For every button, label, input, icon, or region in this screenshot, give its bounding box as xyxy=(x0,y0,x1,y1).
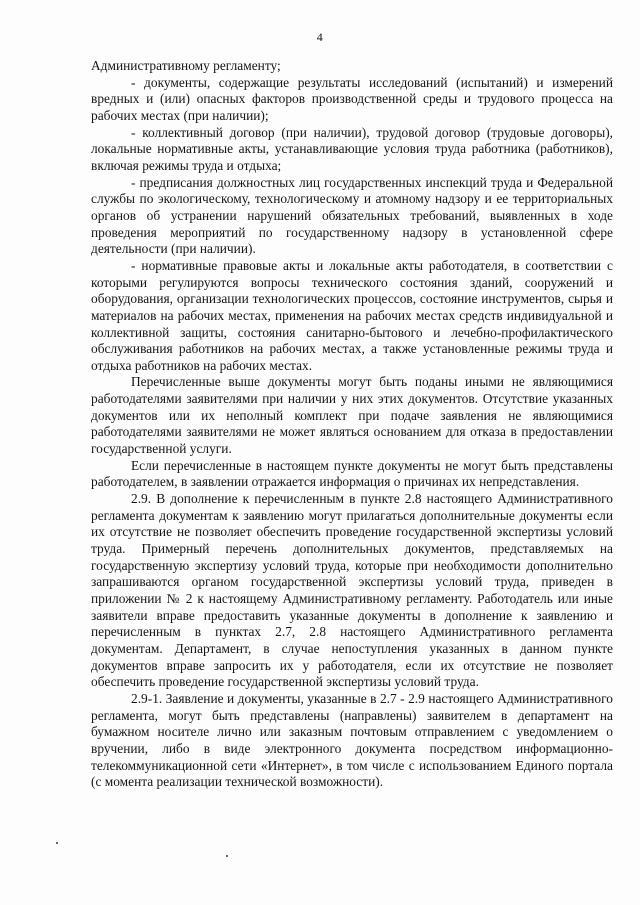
paragraph-inspection-orders: - предписания должностных лиц государственных инспекций труда и Федеральной службы по экологическому, технологическому и атомному надзору и ее территориальных органов об устранении нарушений обязательных требований, выявленных в ходе проведения мероприятий по государственному надзору в установленной сфере деятельности (при наличии). xyxy=(91,174,613,257)
paragraph-other-applicants: Перечисленные выше документы могут быть поданы иными не являющимися работодателями заявителями при наличии у них этих документов. Отсутствие указанных документов или их неполный комплект при подаче заявления не являющимися работодателями заявителями не может являться основанием для отказа в предоставлении государственной услуги. xyxy=(91,374,613,457)
document-body xyxy=(91,58,613,791)
paragraph-non-submission: Если перечисленные в настоящем пункте документы не могут быть представлены работодателем, в заявлении отражается информация о причинах их непредставления. xyxy=(91,457,613,490)
paragraph-section-2-9-1: 2.9-1. Заявление и документы, указанные в 2.7 - 2.9 настоящего Административного регламента, могут быть представлены (направлены) заявителем в департамент на бумажном носителе лично или заказным почтовым отправлением с уведомлением о вручении, либо в виде электронного документа посредством информационно-телекоммуникационной сети «Интернет», в том числе с использованием Единого портала (с момента реализации технической возможности). xyxy=(91,690,613,790)
paragraph-section-2-9: 2.9. В дополнение к перечисленным в пункте 2.8 настоящего Административного регламента документам к заявлению могут прилагаться дополнительные документы если их отсутствие не позволяет обеспечить проведение государственной экспертизы условий труда. Примерный перечень дополнительных документов, представляемых на государственную экспертизу условий труда, которые при необходимости дополнительно запрашиваются органом государственной экспертизы условий труда, приведен в приложении № 2 к настоящему Административному регламенту. Работодатель или иные заявители вправе предоставить указанные документы в дополнение к заявлению и перечисленным в пунктах 2.7, 2.8 настоящего Административного регламента документам. Департамент, в случае непоступления указанных в данном пункте документов вправе запросить их у работодателя, если их отсутствие не позволяет обеспечить проведение государственной экспертизы условий труда. xyxy=(91,491,613,690)
page-number: 4 xyxy=(316,30,324,44)
scan-speck xyxy=(56,842,58,844)
paragraph-collective-agreement: - коллективный договор (при наличии), трудовой договор (трудовые договоры), локальные нормативные акты, устанавливающие условия труда работника (работников), включая режимы труда и отдыха; xyxy=(91,124,613,173)
paragraph-regulatory-acts: - нормативные правовые акты и локальные акты работодателя, в соответствии с которыми регулируются вопросы технического состояния зданий, сооружений и оборудования, организации технологических процессов, состояние инструментов, сырья и материалов на рабочих местах, применения на рабочих местах средств индивидуальной и коллективной защиты, состояния санитарно-бытового и лечебно-профилактического обслуживания работников на рабочих местах, а также установленные режимы труда и отдыха работников на рабочих местах. xyxy=(91,257,613,373)
scan-speck xyxy=(226,855,228,857)
paragraph-research-results: - документы, содержащие результаты исследований (испытаний) и измерений вредных и (или) опасных факторов производственной среды и трудового процесса на рабочих местах (при наличии); xyxy=(91,74,613,123)
paragraph-continuation: Административному регламенту; xyxy=(91,58,281,73)
